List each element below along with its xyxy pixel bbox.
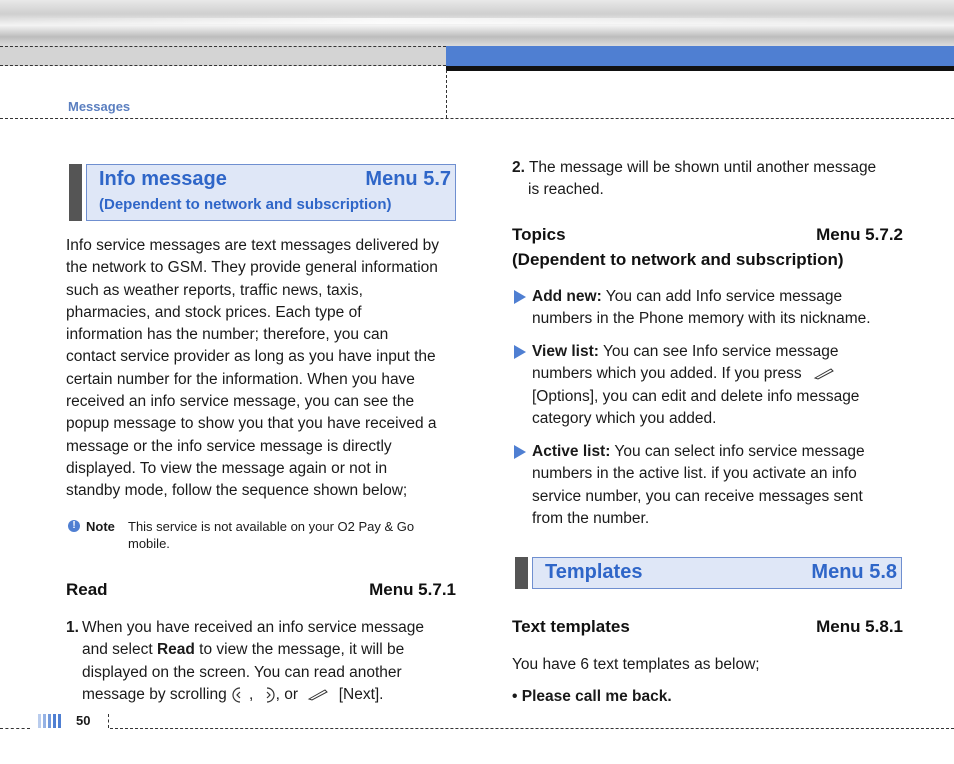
menu-subtitle: (Dependent to network and subscription): [99, 196, 392, 213]
intro-line: contact service provider as long as you have input the: [66, 348, 436, 366]
intro-line: Info service messages are text messages delivered by: [66, 237, 440, 254]
topics-subtitle: (Dependent to network and subscription): [512, 250, 844, 269]
bullet-text: numbers in the Phone memory with its nickname.: [532, 310, 871, 328]
intro-line: message or the info service message is directly: [66, 437, 392, 455]
step-1-comma-2: , or: [275, 685, 299, 703]
step-1-comma-1: ,: [249, 685, 254, 703]
header-black-line: [446, 66, 954, 71]
footer-dash-left: [0, 728, 30, 729]
bullet-text: You can see Info service message: [602, 343, 839, 360]
intro-line: certain number for the information. When you have: [66, 370, 415, 388]
intro-line: displayed. To view the message again or not in: [66, 459, 388, 477]
intro-line: the network to GSM. They provide general information: [66, 259, 438, 277]
intro-paragraph: [66, 235, 466, 503]
step-1-line-4: [66, 684, 466, 706]
read-menu: Menu 5.7.1: [369, 580, 456, 599]
bullet-term: Add new:: [532, 288, 602, 305]
intro-line: popup message to show you that you have received a: [66, 415, 437, 433]
menu-title: Info message: [99, 168, 227, 190]
step-2-line-1: The message will be shown until another message: [528, 159, 877, 176]
step-1-line-2-pre: and select: [82, 641, 157, 659]
templates-menu-number: Menu 5.8: [811, 561, 897, 583]
bullet-text: You can add Info service message: [605, 288, 843, 305]
bullet-line: [532, 508, 912, 530]
templates-intro: You have 6 text templates as below;: [512, 656, 760, 673]
intro-line: pharmacies, and stock prices. Each type of: [66, 303, 362, 321]
bullet-line: [532, 286, 912, 308]
bullet-line: [532, 463, 912, 485]
soft-key-icon: [812, 367, 836, 381]
text-templates-menu: Menu 5.8.1: [816, 617, 903, 636]
bullet-arrow-icon: [514, 445, 526, 459]
bullet-text: numbers in the active list. if you activate an info: [532, 465, 857, 483]
menu-box-info-message: [86, 164, 456, 221]
bullet-line: [532, 408, 912, 430]
header-dash-bottom: [0, 118, 954, 119]
bullet-text: from the number.: [532, 509, 650, 527]
intro-line: standby mode, follow the sequence shown below;: [66, 482, 408, 500]
step-1-line-2: [66, 639, 466, 661]
note-line-2: mobile.: [128, 536, 170, 551]
menu-box-templates: [532, 557, 902, 589]
header-blue-bar: [446, 46, 954, 66]
bullet-line: [532, 486, 912, 508]
info-icon: !: [68, 520, 80, 532]
header-dash-mid: [0, 65, 446, 66]
bullet-line: [532, 363, 912, 385]
note-text: [128, 518, 448, 552]
bullet-line: [532, 341, 912, 363]
intro-line: such as weather reports, traffic news, taxis,: [66, 281, 363, 299]
step-2-line-2: is reached.: [528, 181, 604, 199]
bullet-text: numbers which you added. If you press: [532, 365, 802, 383]
section-label: Messages: [68, 99, 131, 114]
step-1-line-3: displayed on the screen. You can read another: [82, 663, 402, 681]
header-dash-top: [0, 46, 446, 47]
templates-menu-title: Templates: [545, 561, 643, 583]
soft-key-icon: [306, 688, 330, 702]
step-1-num: 1.: [66, 619, 79, 636]
bullet-line: [532, 441, 912, 463]
step-1-line-4-pre: message by scrolling: [82, 685, 227, 703]
footer-dash-right: [110, 728, 954, 729]
intro-line: received an info service message, you can see the: [66, 393, 415, 411]
menu-box-tab: [515, 557, 528, 589]
read-title: Read: [66, 580, 108, 599]
bullet-text: [Options], you can edit and delete info message: [532, 387, 860, 405]
header-dash-vertical: [446, 70, 447, 118]
step-1-read-bold: Read: [156, 641, 195, 659]
page-number: 50: [76, 713, 91, 728]
bullet-arrow-icon: [514, 290, 526, 304]
bullet-text: category which you added.: [532, 409, 717, 427]
topics-title: Topics: [512, 225, 566, 244]
bullet-item: [532, 441, 912, 530]
note-label: Note: [86, 519, 115, 534]
bullet-line: [532, 386, 912, 408]
scroll-right-key-icon: [258, 686, 276, 704]
text-templates-title: Text templates: [512, 617, 630, 636]
intro-line: information has the number; therefore, you can: [66, 326, 389, 344]
menu-box-tab: [69, 164, 82, 221]
bullet-text: service number, you can receive messages sent: [532, 487, 863, 505]
menu-number: Menu 5.7: [365, 168, 451, 190]
bullet-item: [532, 341, 912, 430]
template-item: • Please call me back.: [512, 688, 672, 705]
header-band: [0, 0, 954, 46]
scroll-left-key-icon: [231, 686, 249, 704]
bullet-text: You can select info service message: [614, 443, 865, 460]
note-line-1: This service is not available on your O2 Pay & Go: [128, 519, 415, 534]
header-streak: [0, 18, 954, 24]
footer-tick: [108, 714, 109, 728]
step-1: [66, 617, 466, 706]
step-2-num: 2.: [512, 159, 525, 176]
bullet-item: [532, 286, 912, 331]
step-1-line-2-post: to view the message, it will be: [194, 641, 405, 659]
topics-menu: Menu 5.7.2: [816, 225, 903, 244]
step-1-next: [Next].: [338, 685, 384, 703]
step-2: [512, 157, 922, 202]
header-left-strip: [0, 46, 446, 66]
step-1-line-1: When you have received an info service message: [82, 619, 425, 636]
bullet-arrow-icon: [514, 345, 526, 359]
bullet-term: Active list:: [532, 443, 611, 460]
bullet-line: [532, 308, 912, 330]
bullet-term: View list:: [532, 343, 599, 360]
